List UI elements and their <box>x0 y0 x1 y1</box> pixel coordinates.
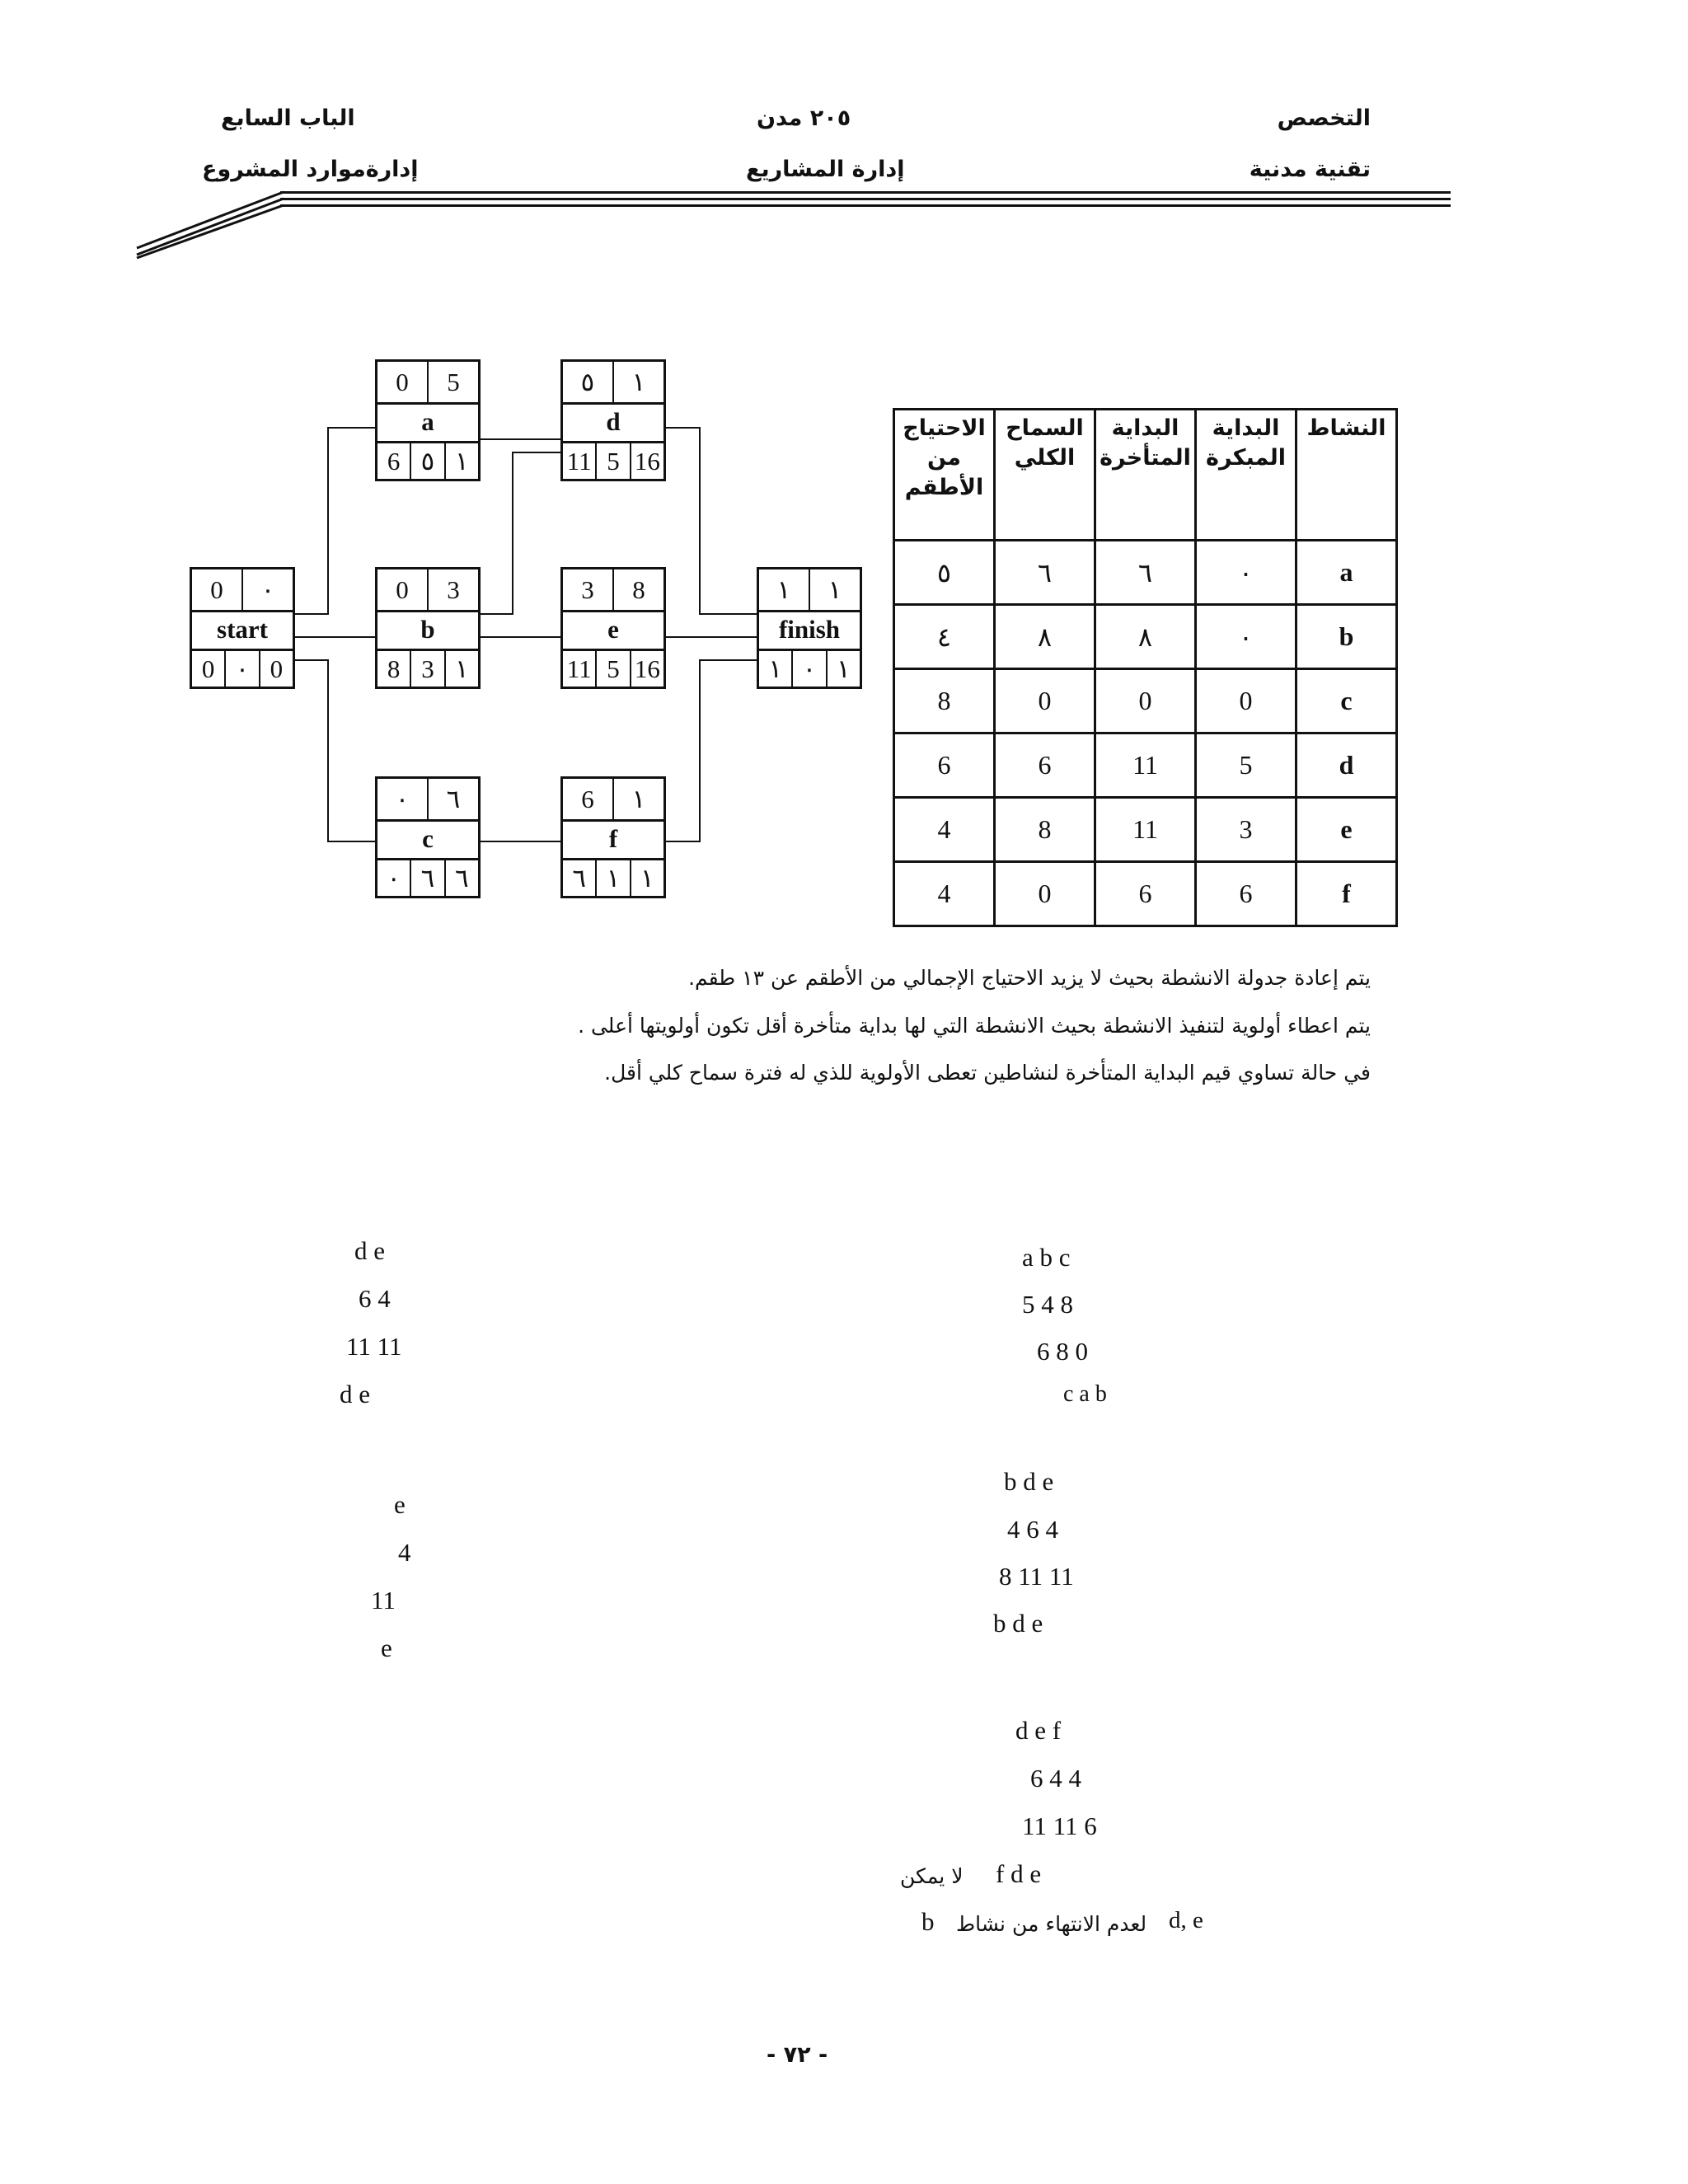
table-header-cell: السماح الكلي <box>995 410 1095 541</box>
day13-late-start: 11 <box>371 1586 396 1615</box>
table-cell: 6 <box>1196 862 1296 926</box>
day0-activities: a b c <box>1022 1243 1071 1272</box>
rule-paragraph-1: يتم إعادة جدولة الانشطة بحيث لا يزيد الاحتياج الإجمالي من الأطقم عن ١٣ طقم. <box>688 966 1371 990</box>
table-row <box>894 669 1397 733</box>
table-cell: 4 <box>894 798 995 862</box>
table-row <box>894 605 1397 669</box>
table-cell: 4 <box>894 862 995 926</box>
table-cell: 0 <box>995 862 1095 926</box>
header-course-name: إدارة المشاريع <box>746 157 905 182</box>
header-rule-3 <box>280 204 1451 207</box>
table-header-cell: البداية المتأخرة <box>1095 410 1196 541</box>
table-cell: ٠ <box>1196 541 1296 605</box>
table-cell: 6 <box>894 733 995 798</box>
table-cell: ٨ <box>995 605 1095 669</box>
table-cell: b <box>1296 605 1397 669</box>
table-row <box>894 541 1397 605</box>
day6-note-activities: d, e <box>1169 1907 1203 1933</box>
day8-needs: 6 4 <box>359 1284 391 1313</box>
day6-activities: d e f <box>1015 1716 1062 1745</box>
table-cell: 0 <box>995 669 1095 733</box>
table-cell: 3 <box>1196 798 1296 862</box>
node-f: 6 ١ f ٦ ١ ١ <box>560 776 666 898</box>
table-cell: ٨ <box>1095 605 1196 669</box>
node-a: 0 5 a 6 ٥ ١ <box>375 359 481 481</box>
table-header-cell: النشاط <box>1296 410 1397 541</box>
node-d: ٥ ١ d 11 5 16 <box>560 359 666 481</box>
table-cell: f <box>1296 862 1397 926</box>
table-cell: ٤ <box>894 605 995 669</box>
header-course-code: ٢٠٥ مدن <box>757 105 851 131</box>
day8-late-start: 11 11 <box>346 1332 402 1361</box>
header-specialty-label: التخصص <box>1277 105 1371 131</box>
table-header-row <box>894 410 1397 541</box>
rule-paragraph-3: في حالة تساوي قيم البداية المتأخرة لنشاطين تعطى الأولوية للذي له فترة سماح كلي أقل. <box>604 1061 1371 1085</box>
day5-activities: b d e <box>1004 1467 1054 1496</box>
table-row <box>894 862 1397 926</box>
table-cell: c <box>1296 669 1397 733</box>
day5-late-start: 8 11 11 <box>999 1562 1074 1591</box>
table-cell: 5 <box>1196 733 1296 798</box>
day6-needs: 6 4 4 <box>1030 1764 1081 1793</box>
table-cell: ٦ <box>1095 541 1196 605</box>
day6-late-start: 11 11 6 <box>1022 1811 1097 1840</box>
day6-note-activity-b: b <box>921 1907 935 1936</box>
day0-needs: 5 4 8 <box>1022 1290 1073 1319</box>
day13-priority: e <box>381 1633 392 1662</box>
day13-activities: e <box>394 1490 406 1519</box>
day6-priority: f d e <box>996 1859 1042 1888</box>
table-cell: 0 <box>1095 669 1196 733</box>
table-cell: a <box>1296 541 1397 605</box>
header-slant-lines <box>132 185 297 260</box>
table-header-cell: الاحتياج من الأطقم <box>894 410 995 541</box>
header-rule-2 <box>280 198 1451 200</box>
header-specialty-value: تقنية مدنية <box>1249 157 1371 182</box>
day8-priority: d e <box>340 1380 371 1408</box>
table-cell: 11 <box>1095 733 1196 798</box>
node-e: 3 8 e 11 5 16 <box>560 567 666 689</box>
day0-priority: c a b <box>1063 1381 1107 1407</box>
table-cell: ٦ <box>995 541 1095 605</box>
table-cell: 6 <box>1095 862 1196 926</box>
table-cell: 8 <box>995 798 1095 862</box>
day5-needs: 4 6 4 <box>1007 1515 1058 1544</box>
node-c: ٠ ٦ c ٠ ٦ ٦ <box>375 776 481 898</box>
day6-priority-note: لا يمكن <box>900 1864 964 1888</box>
table-cell: d <box>1296 733 1397 798</box>
table-cell: ٥ <box>894 541 995 605</box>
node-b: 0 3 b 8 3 ١ <box>375 567 481 689</box>
day13-needs: 4 <box>398 1538 411 1567</box>
node-finish: ١ ١ finish ١ ٠ ١ <box>757 567 862 689</box>
activities-table <box>893 408 1398 927</box>
table-cell: 6 <box>995 733 1095 798</box>
header-rule-1 <box>280 191 1451 194</box>
table-row <box>894 798 1397 862</box>
page-number: - ٧٢ - <box>767 2042 828 2068</box>
table-row <box>894 733 1397 798</box>
day5-priority: b d e <box>993 1609 1043 1638</box>
day6-note-reason: لعدم الانتهاء من نشاط <box>956 1912 1147 1936</box>
rule-paragraph-2: يتم اعطاء أولوية لتنفيذ الانشطة بحيث الانشطة التي لها بداية متأخرة أقل تكون أولويتها أعلى . <box>578 1014 1371 1038</box>
table-cell: 11 <box>1095 798 1196 862</box>
table-cell: e <box>1296 798 1397 862</box>
header-chapter-title: إدارةموارد المشروع <box>202 157 419 182</box>
table-cell: ٠ <box>1196 605 1296 669</box>
table-cell: 8 <box>894 669 995 733</box>
table-header-cell: البداية المبكرة <box>1196 410 1296 541</box>
day8-activities: d e <box>354 1236 386 1265</box>
node-start: 0 ٠ start 0 ٠ 0 <box>190 567 295 689</box>
table-cell: 0 <box>1196 669 1296 733</box>
header-chapter: الباب السابع <box>221 105 355 131</box>
day0-late-start: 6 8 0 <box>1037 1337 1088 1366</box>
